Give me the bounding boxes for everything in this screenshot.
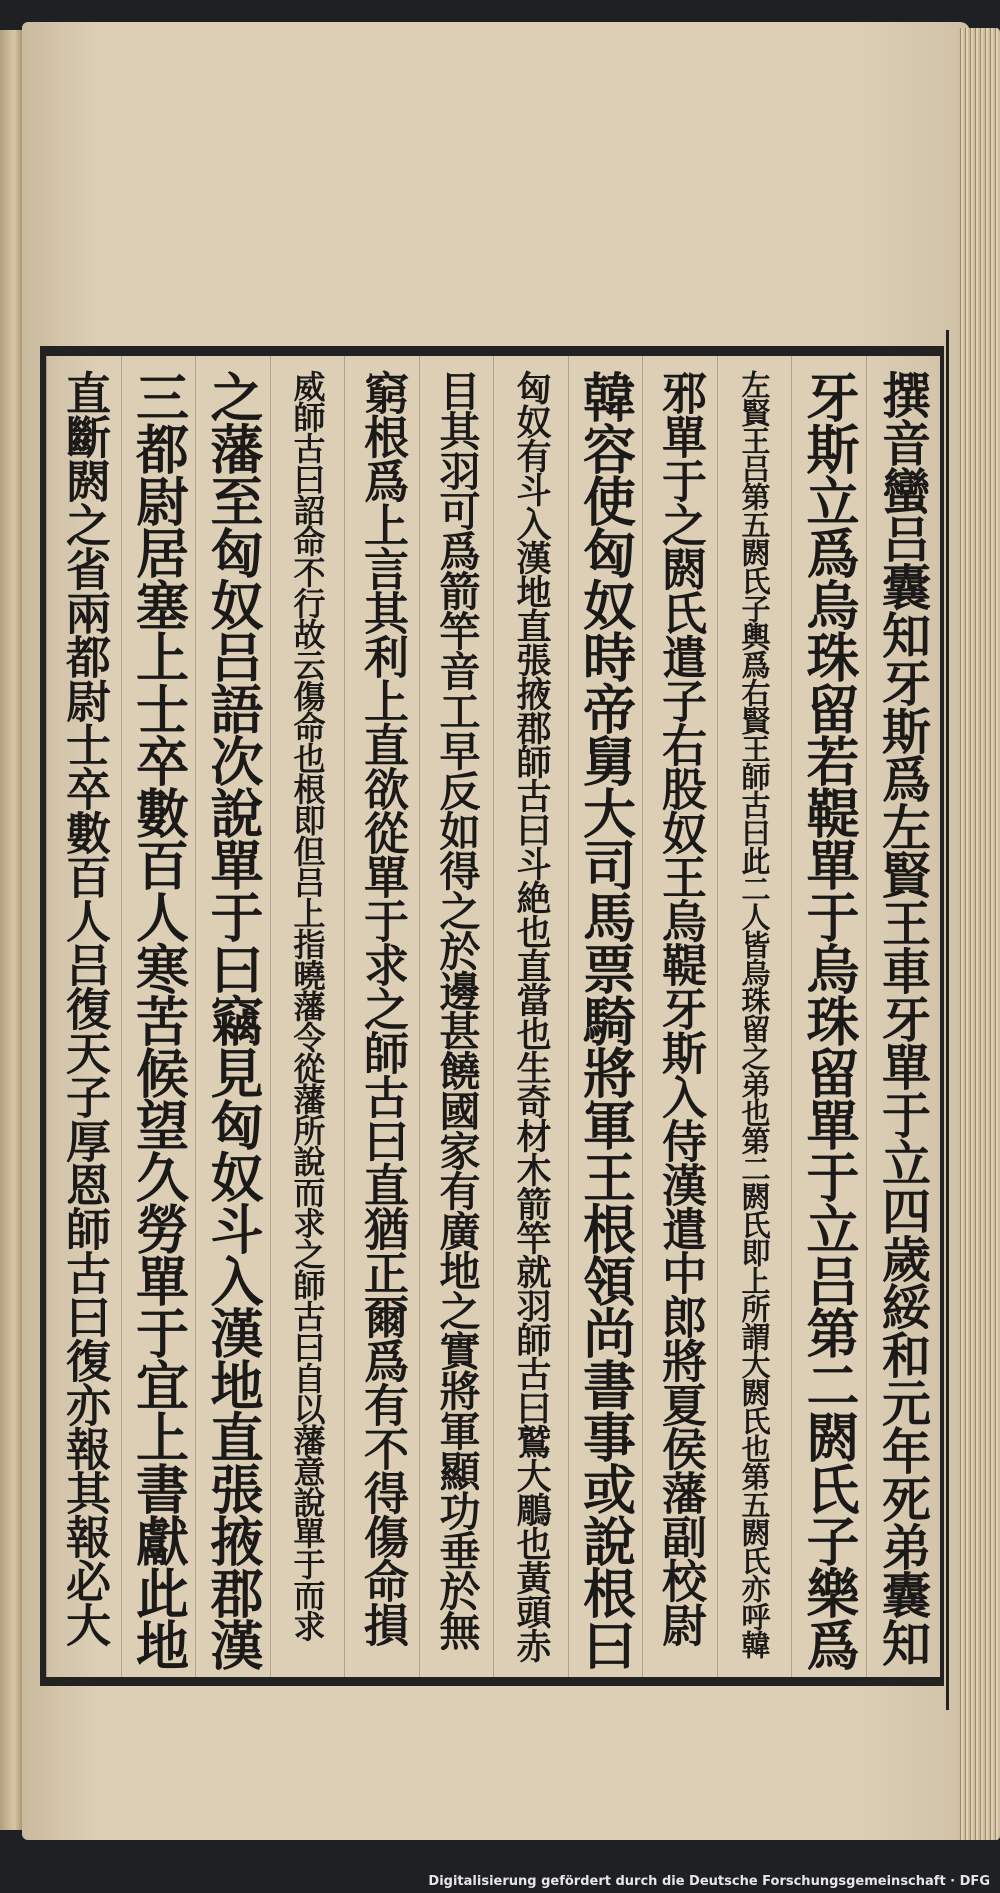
- text-column: [791, 356, 866, 1678]
- page-margin-rule: [946, 330, 969, 1710]
- column-text: 撰音蠻吕囊知牙斯爲左賢王車牙單于立四歲綏和元年死弟囊知: [874, 370, 933, 1666]
- column-text: 匈奴有斗入漢地直張掖郡師古曰斗絶也直當也生奇材木箭竿就羽師古曰鷲大鵰也黃頭赤: [511, 370, 552, 1662]
- column-text: 目其羽可爲箭竿音工早反如得之於邊甚饒國家有廣地之實將軍顯功垂於無: [432, 370, 481, 1650]
- column-text: 之藩至匈奴吕語次說單于曰竊見匈奴斗入漢地直張掖郡漢: [202, 370, 264, 1670]
- text-column: [419, 356, 494, 1678]
- column-text: 威師古曰詔命不行故云傷命也根即但吕上指曉藩令從藩所說而求之師古曰自以藩意說單于而求: [288, 370, 327, 1641]
- text-column: [344, 356, 419, 1678]
- digitization-credit: Digitalisierung gefördert durch die Deutsche Forschungsgemeinschaft · DFG: [428, 1874, 990, 1889]
- column-text: 韓容使匈奴時帝舅大司馬票騎將軍王根領尚書事或說根曰: [574, 370, 637, 1670]
- text-column: [46, 356, 121, 1678]
- column-text: 牙斯立爲烏珠留若鞮單于烏珠留單于立吕第二閼氏子樂爲: [798, 370, 860, 1670]
- column-text: 直斷閼之省兩都尉士卒數百人吕復天子厚恩師古曰復亦報其報必大: [58, 370, 111, 1646]
- column-text: 窮根爲上言其利上直欲從單于求之師古曰直猶正爾爲有不得傷命損: [356, 370, 409, 1646]
- text-column: [717, 356, 792, 1678]
- column-text: 邪單于之閼氏遣子右股奴王烏鞮牙斯入侍漢遣中郎將夏侯藩副校尉: [654, 370, 707, 1646]
- text-column: [195, 356, 270, 1678]
- text-column: [568, 356, 643, 1678]
- column-text: 三都尉居塞上士卒數百人寒苦候望久勞單于宜上書獻此地: [127, 370, 190, 1670]
- text-column: [642, 356, 717, 1678]
- column-text: 左賢王吕第五閼氏子輿爲右賢王師古曰此二人皆烏珠留之弟也第二閼氏即上所謂大閼氏也第五閼氏亦呼韓: [737, 370, 772, 1658]
- text-column: [121, 356, 196, 1678]
- text-column: [493, 356, 568, 1678]
- text-column: [866, 356, 941, 1678]
- text-columns: [46, 356, 940, 1678]
- text-column: [270, 356, 345, 1678]
